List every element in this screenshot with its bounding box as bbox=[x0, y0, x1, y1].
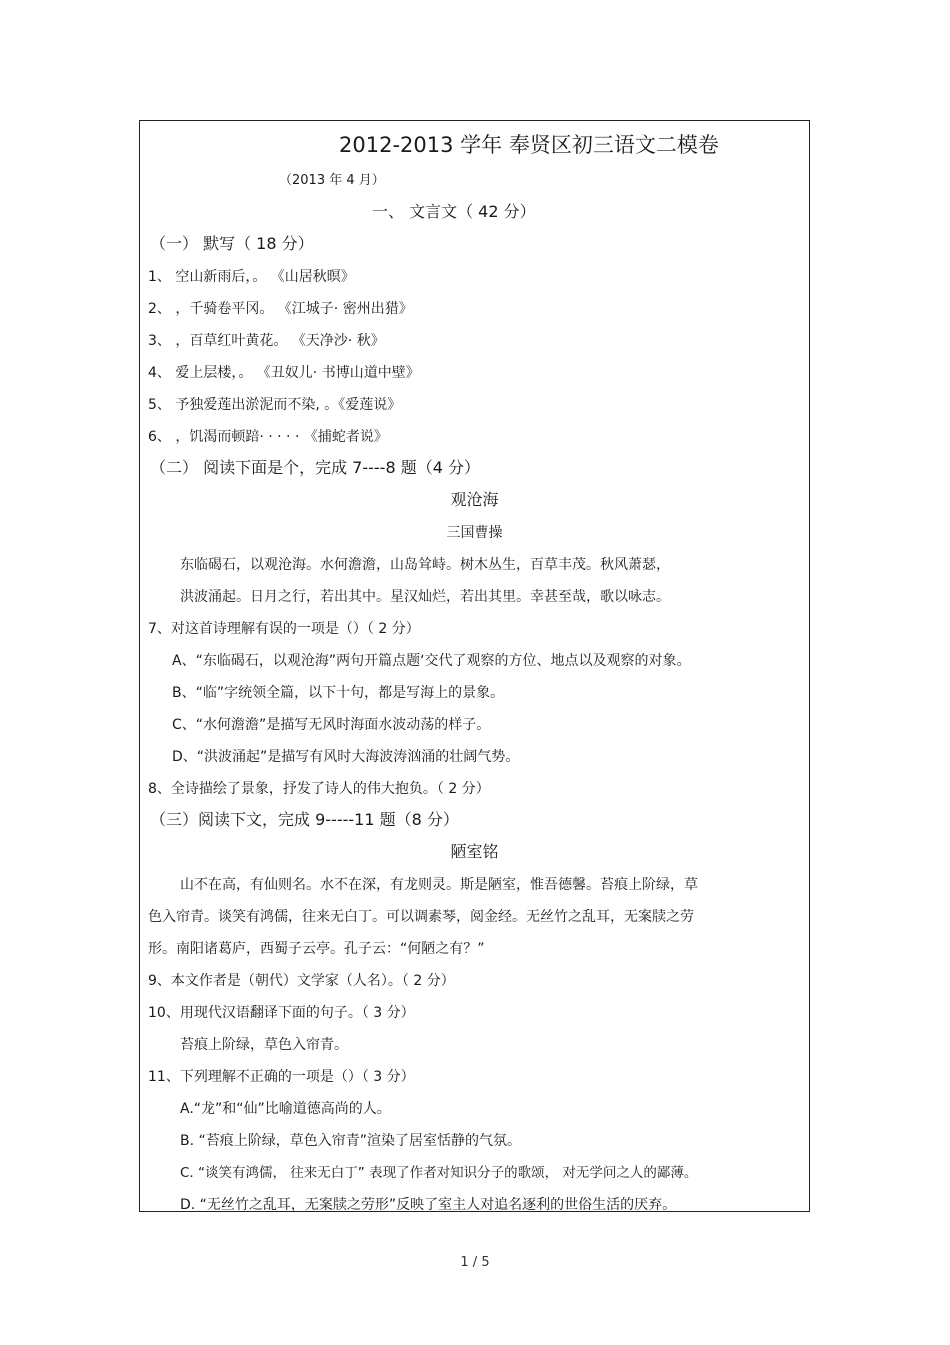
part2-title: （二） 阅读下面是个，完成 7----8 题（4 分） bbox=[150, 458, 480, 477]
question-10: 10、用现代汉语翻译下面的句子。（ 3 分） bbox=[148, 1005, 415, 1021]
poem-author: 三国曹操 bbox=[446, 525, 503, 541]
q7-option-b: B、“临”字统领全篇，以下十句，都是写海上的景象。 bbox=[172, 685, 505, 701]
dictation-item: 6、 ，饥渴而顿踣· · · · · 《捕蛇者说》 bbox=[148, 429, 388, 445]
q11-option-d: D. “无丝竹之乱耳，无案牍之劳形”反映了室主人对追名逐利的世俗生活的厌弃。 bbox=[180, 1197, 677, 1213]
part1-title: （一） 默写（ 18 分） bbox=[150, 234, 314, 253]
text-line: 山不在高，有仙则名。水不在深，有龙则灵。斯是陋室，惟吾德馨。苔痕上阶绿，草 bbox=[180, 877, 698, 893]
question-8: 8、全诗描绘了景象，抒发了诗人的伟大抱负。（ 2 分） bbox=[148, 781, 490, 797]
dictation-item: 5、 予独爱莲出淤泥而不染, 。《爱莲说》 bbox=[148, 397, 402, 413]
dictation-item: 2、 ，千骑卷平冈。 《江城子· 密州出猎》 bbox=[148, 301, 413, 317]
question-9: 9、本文作者是（朝代）文学家（人名）。（ 2 分） bbox=[148, 973, 455, 989]
exam-date: （2013 年 4 月） bbox=[279, 173, 385, 188]
dictation-item: 4、 爱上层楼，。 《丑奴儿· 书博山道中壁》 bbox=[148, 365, 420, 381]
q11-option-b: B. “苔痕上阶绿，草色入帘青”渲染了居室恬静的气氛。 bbox=[180, 1133, 522, 1149]
q11-option-a: A.“龙”和“仙”比喻道德高尚的人。 bbox=[180, 1101, 391, 1117]
text-line: 形。南阳诸葛庐，西蜀子云亭。孔子云：“何陋之有？” bbox=[148, 941, 485, 957]
dictation-item: 3、 ，百草红叶黄花。 《天净沙· 秋》 bbox=[148, 333, 385, 349]
q7-option-a: A、“东临碣石，以观沧海”两句开篇点题‘交代了观察的方位、地点以及观察的对象。 bbox=[172, 653, 691, 669]
text-line: 色入帘青。谈笑有鸿儒，往来无白丁。可以调素琴，阅金经。无丝竹之乱耳，无案牍之劳 bbox=[148, 909, 694, 925]
poem-title: 观沧海 bbox=[450, 490, 499, 509]
q7-option-d: D、“洪波涌起”是描写有风时大海波涛汹涌的壮阔气势。 bbox=[172, 749, 520, 765]
exam-title: 2012-2013 学年 奉贤区初三语文二模卷 bbox=[339, 133, 719, 157]
section-title: 一、 文言文（ 42 分） bbox=[372, 202, 536, 221]
poem-line: 洪波涌起。日月之行，若出其中。星汉灿烂，若出其里。幸甚至哉，歌以咏志。 bbox=[180, 589, 670, 605]
q11-option-c: C. “谈笑有鸿儒， 往来无白丁” 表现了作者对知识分子的歌颂， 对无学问之人的鄙薄。 bbox=[180, 1165, 698, 1181]
text-title: 陋室铭 bbox=[450, 842, 499, 861]
exam-page-frame bbox=[139, 120, 810, 1212]
part3-title: （三）阅读下文，完成 9-----11 题（8 分） bbox=[150, 810, 459, 829]
question-7: 7、对这首诗理解有误的一项是（）（ 2 分） bbox=[148, 621, 420, 637]
q7-option-c: C、“水何澹澹”是描写无风时海面水波动荡的样子。 bbox=[172, 717, 491, 733]
page-number: 1 / 5 bbox=[460, 1255, 490, 1270]
dictation-item: 1、 空山新雨后，。 《山居秋暝》 bbox=[148, 269, 355, 285]
q10-sentence: 苔痕上阶绿，草色入帘青。 bbox=[180, 1037, 348, 1053]
question-11: 11、下列理解不正确的一项是（）（ 3 分） bbox=[148, 1069, 415, 1085]
poem-line: 东临碣石，以观沧海。水何澹澹，山岛耸峙。树木丛生，百草丰茂。秋风萧瑟， bbox=[180, 557, 670, 573]
